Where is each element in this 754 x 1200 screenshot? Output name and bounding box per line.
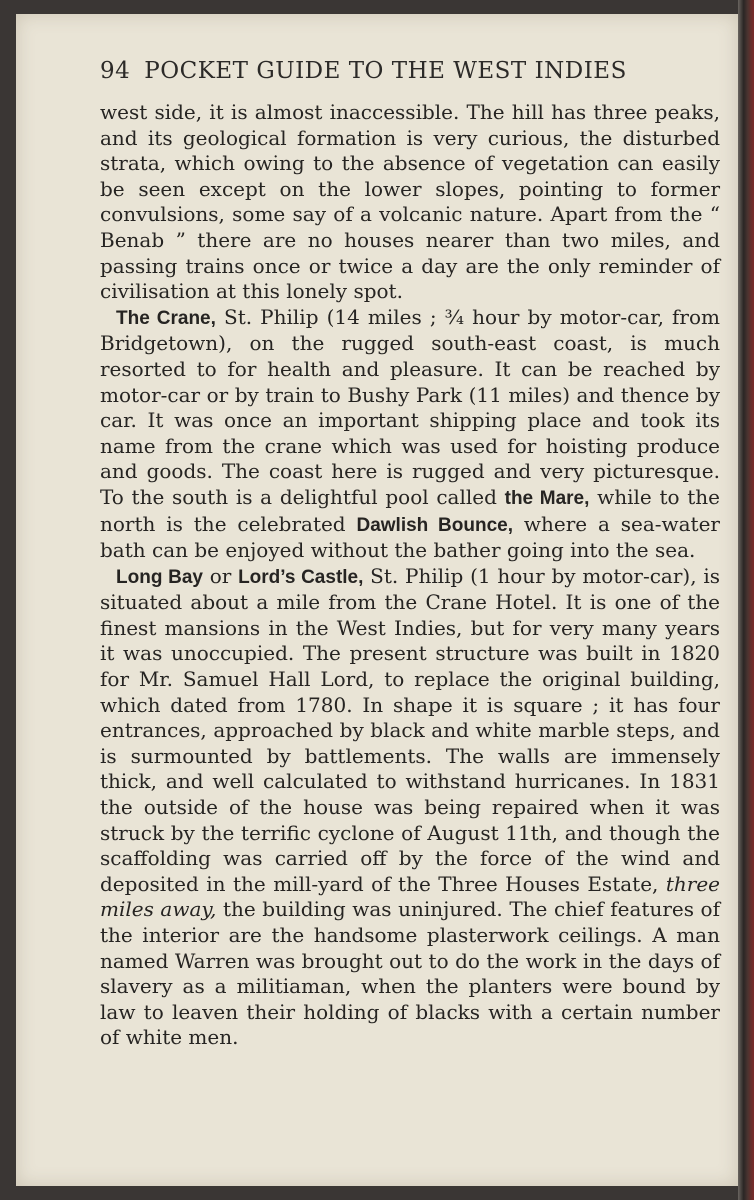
paragraph-text: the building was uninjured. The chief features of the interior are the handsome plasterwork ceilings. A man named Warren was brought out to do the work in the days of slavery as a militiaman, when the planters were bound by law to leaven their holding of blacks with a certain number of white men.: [100, 897, 721, 1050]
italic-phrase: three miles away,: [100, 871, 720, 922]
term-dawlish-bounce: Dawlish Bounce,: [356, 514, 513, 536]
paragraph-text: St. Philip (1 hour by motor-car), is situated about a mile from the Crane Hotel. It is one of the finest mansions in the West Indies, but for very many years it was unoccupied. The present structure was built in 1820 for Mr. Samuel Hall Lord, to replace the original building, which dated from 1780. In shape it is square ; it has four entrances, approached by black and white marble steps, and is surmounted by battlements. The walls are immensely thick, and well calculated to withstand hurricanes. In 1831 the outside of the house was being repaired when it was struck by the terrific cyclone of August 11th, and though the scaffolding was carried off by the force of the wind and deposited in the mill-yard of the Three Houses Estate,: [100, 563, 720, 896]
paragraph-text: or: [202, 563, 239, 588]
paragraph-text: west side, it is almost inaccessible. The hill has three peaks, and its geological formation is very curious, the disturbed strata, which owing to the absence of vegetation can easily be seen except on the lower slopes, pointing to former convulsions, some say of a volcanic nature. Apart from the “ Benab ” there are no houses nearer than two miles, and passing trains once or twice a day are the only reminder of civilisation at this lonely spot.: [100, 100, 720, 304]
paragraph-text: where a sea-water bath can be enjoyed without the bather going into the sea.: [100, 511, 720, 563]
paragraph-text: while to the north is the celebrated: [100, 484, 720, 536]
paragraph-text: St. Philip (14 miles ; ¾ hour by motor-car, from Bridgetown), on the rugged south-east coast, is much resorted to for health and pleasure. It can be reached by motor-car or by train to Bushy Park (11 miles) and thence by car. It was once an important shipping place and took its name from the crane which was used for hoisting produce and goods. The coast here is rugged and very picturesque. To the south is a delightful pool called: [100, 304, 720, 509]
book-spine-edge: [738, 0, 754, 1200]
paragraph-benab: [100, 100, 720, 305]
running-header: [100, 58, 660, 84]
paragraph-long-bay: [100, 564, 720, 1051]
body-text: [100, 100, 720, 1051]
paragraph-the-crane: [100, 305, 720, 564]
entry-title-the-crane: The Crane,: [116, 307, 216, 329]
entry-title-long-bay: Long Bay: [116, 566, 203, 588]
running-head-title: POCKET GUIDE TO THE WEST INDIES: [144, 58, 627, 84]
book-page: [16, 14, 738, 1186]
term-the-mare: the Mare,: [504, 487, 590, 509]
entry-title-lords-castle: Lord’s Castle,: [238, 566, 364, 588]
page-number: 94: [100, 58, 131, 84]
